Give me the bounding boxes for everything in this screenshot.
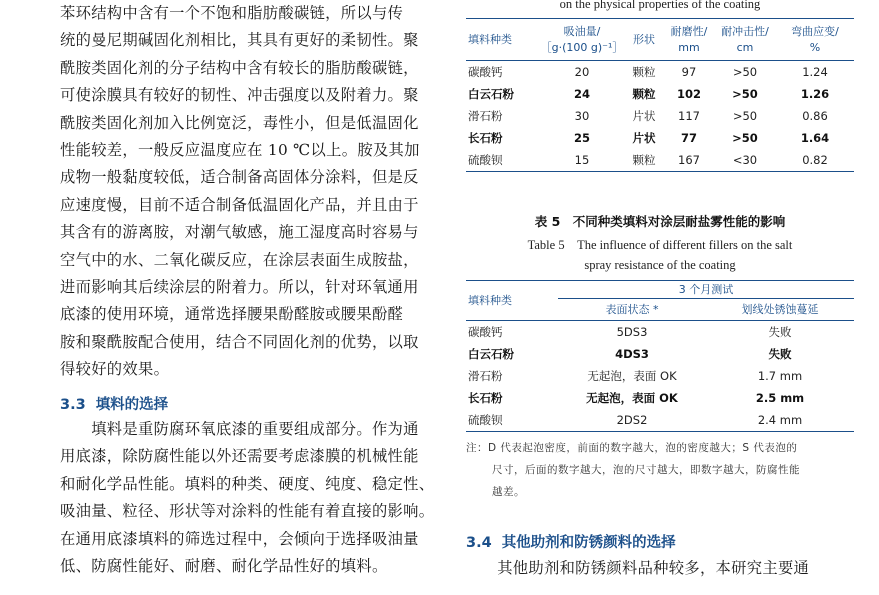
- text-line: 进而影响其后续涂层的附着力。所以，针对环氧通用: [60, 278, 419, 296]
- table-row: [466, 127, 854, 149]
- cell-abrasion: 167: [678, 153, 700, 167]
- cell-name: 白云石粉: [468, 87, 514, 101]
- text-line: 统的曼尼期碱固化剂相比，其具有更好的柔韧性。聚: [60, 31, 419, 50]
- text-line: 酰胺类固化剂的分子结构中含有较长的脂肪酸碳链，: [60, 58, 419, 77]
- header-scribe-corrosion: 划线处锈蚀蔓延: [741, 302, 819, 316]
- cell-abrasion: 77: [680, 131, 697, 145]
- note-line: 注：D 代表起泡密度，前面的数字越大，泡的密度越大；S 代表泡的: [466, 442, 798, 454]
- cell-oil: 30: [574, 109, 590, 123]
- cell-name: 白云石粉: [468, 347, 514, 361]
- table5: [466, 280, 854, 432]
- cell-surface: 无起泡，表面 OK: [586, 391, 678, 405]
- cell-impact: >50: [732, 65, 758, 79]
- table-row: [466, 149, 854, 172]
- cell-name: 长石粉: [468, 391, 503, 405]
- header-surface-state: 表面状态 *: [605, 302, 659, 316]
- text-line: 可使涂膜具有较好的韧性、冲击强度以及附着力。聚: [60, 86, 419, 105]
- section-heading-3-3: [60, 393, 168, 414]
- cell-impact: >50: [732, 131, 758, 145]
- cell-shape: 颗粒: [632, 153, 656, 167]
- table-row: [466, 409, 854, 432]
- section-number: 3.3: [60, 397, 86, 413]
- text-line: 用底漆，除防腐性能以外还需要考虑漆膜的机械性能: [60, 447, 419, 466]
- cell-scribe: 1.7 mm: [757, 369, 803, 383]
- cell-name: 碳酸钙: [468, 65, 503, 79]
- table-row: [466, 387, 854, 409]
- text-line: 填料是重防腐环氧底漆的重要组成部分。作为通: [60, 420, 419, 438]
- header-oil-absorption: 吸油量/ ［g·(100 g)⁻¹］: [540, 24, 624, 54]
- table5-header-row-1: [466, 281, 854, 299]
- cell-surface: 2DS2: [616, 413, 648, 427]
- cell-impact: <30: [732, 153, 758, 167]
- text-line: 得较好的效果。: [60, 360, 170, 379]
- section-number: 3.4: [466, 535, 492, 551]
- header-filler: 填料种类: [468, 32, 512, 46]
- text-line: 吸油量、粒径、形状等对涂料的性能有着直接的影响。: [60, 502, 435, 521]
- cell-bending: 0.82: [802, 153, 828, 167]
- text-line: 胺和聚酰胺配合使用，结合不同固化剂的优势，以取: [60, 332, 419, 351]
- note-line: 尺寸，后面的数字越大，泡的尺寸越大，即数字越大，防腐性能: [492, 464, 800, 476]
- table5-note: [466, 437, 854, 503]
- table-row: [466, 61, 854, 84]
- cell-name: 滑石粉: [468, 369, 503, 383]
- text-line: 成物一般黏度较低，适合制备高固体分涂料，但是反: [60, 168, 419, 187]
- cell-oil: 25: [573, 131, 590, 145]
- cell-shape: 片状: [632, 109, 656, 123]
- cell-shape: 颗粒: [632, 87, 656, 101]
- cell-shape: 颗粒: [632, 65, 656, 79]
- text-line: 性能较差，一般反应温度应在 10 ℃以上。胺及其加: [60, 141, 420, 159]
- header-filler: 填料种类: [466, 281, 558, 321]
- table4: [466, 18, 854, 172]
- text-line: 底漆的使用环境，通常选择腰果酚醛胺或腰果酚醛: [60, 305, 404, 324]
- cell-name: 碳酸钙: [468, 325, 503, 339]
- cell-scribe: 2.5 mm: [755, 391, 805, 405]
- table-row: [466, 105, 854, 127]
- section-heading-3-4: [466, 531, 676, 552]
- cell-scribe: 失败: [768, 325, 792, 339]
- cell-bending: 1.24: [802, 65, 828, 79]
- cell-surface: 无起泡，表面 OK: [587, 369, 677, 383]
- cell-impact: >50: [732, 109, 758, 123]
- cell-bending: 1.26: [800, 87, 830, 101]
- cell-scribe: 失败: [768, 347, 792, 361]
- cell-abrasion: 117: [678, 109, 700, 123]
- section-title: 填料的选择: [95, 397, 169, 413]
- table-row: [466, 321, 854, 344]
- table-row: [466, 83, 854, 105]
- cell-surface: 5DS3: [616, 325, 648, 339]
- cell-surface: 4DS3: [615, 347, 649, 361]
- table-row: [466, 365, 854, 387]
- cell-bending: 1.64: [800, 131, 830, 145]
- text-line: 其含有的游离胺，对潮气敏感，施工湿度高时容易与: [60, 223, 419, 242]
- table4-body: [466, 61, 854, 172]
- header-three-month-test: 3 个月测试: [558, 281, 854, 299]
- cell-bending: 0.86: [802, 109, 828, 123]
- header-bending: 弯曲应变/ %: [791, 24, 839, 54]
- cell-name: 长石粉: [468, 131, 503, 145]
- text-line: 苯环结构中含有一个不饱和脂肪酸碳链，所以与传: [60, 4, 404, 22]
- cell-name: 滑石粉: [468, 109, 503, 123]
- text-line: 酰胺类固化剂加入比例宽泛，毒性小，但是低温固化: [60, 113, 419, 132]
- text-line: 低、防腐性能好、耐磨、耐化学品性好的填料。: [60, 557, 388, 575]
- table4-header-row: [466, 19, 854, 61]
- text-line: 在通用底漆填料的筛选过程中，会倾向于选择吸油量: [60, 529, 419, 548]
- cell-shape: 片状: [632, 131, 656, 145]
- text-line: 空气中的水、二氧化碳反应，在涂层表面生成胺盐，: [60, 250, 419, 269]
- section-title: 其他助剂和防锈颜料的选择: [501, 535, 676, 551]
- cell-abrasion: 102: [676, 87, 701, 101]
- text-line: 应速度慢，目前不适合制备低温固化产品，并且由于: [60, 195, 419, 214]
- text-line: 和耐化学品性能。填料的种类、硬度、纯度、稳定性、: [60, 474, 435, 493]
- cell-abrasion: 97: [681, 65, 697, 79]
- cell-scribe: 2.4 mm: [757, 413, 803, 427]
- cell-oil: 15: [574, 153, 590, 167]
- table5-body: [466, 321, 854, 432]
- table4-caption-en: on the physical properties of the coating: [559, 0, 761, 11]
- header-shape: 形状: [633, 32, 655, 46]
- cell-oil: 20: [574, 65, 590, 79]
- header-abrasion: 耐磨性/ mm: [670, 24, 708, 54]
- cell-name: 硫酸钡: [468, 153, 503, 167]
- table-row: [466, 343, 854, 365]
- cell-oil: 24: [573, 87, 590, 101]
- cell-impact: >50: [732, 87, 758, 101]
- paragraph-other-additives: 其他助剂和防锈颜料品种较多，本研究主要通: [466, 559, 810, 577]
- cell-name: 硫酸钡: [468, 413, 503, 427]
- table5-caption-en-line2: spray resistance of the coating: [584, 258, 736, 272]
- table5-caption-en-line1: Table 5 The influence of different fillers on the salt: [527, 238, 793, 252]
- note-line: 越差。: [492, 486, 525, 498]
- table5-caption-cn: 表 5 不同种类填料对涂层耐盐雾性能的影响: [534, 214, 786, 229]
- header-impact: 耐冲击性/ cm: [721, 24, 769, 54]
